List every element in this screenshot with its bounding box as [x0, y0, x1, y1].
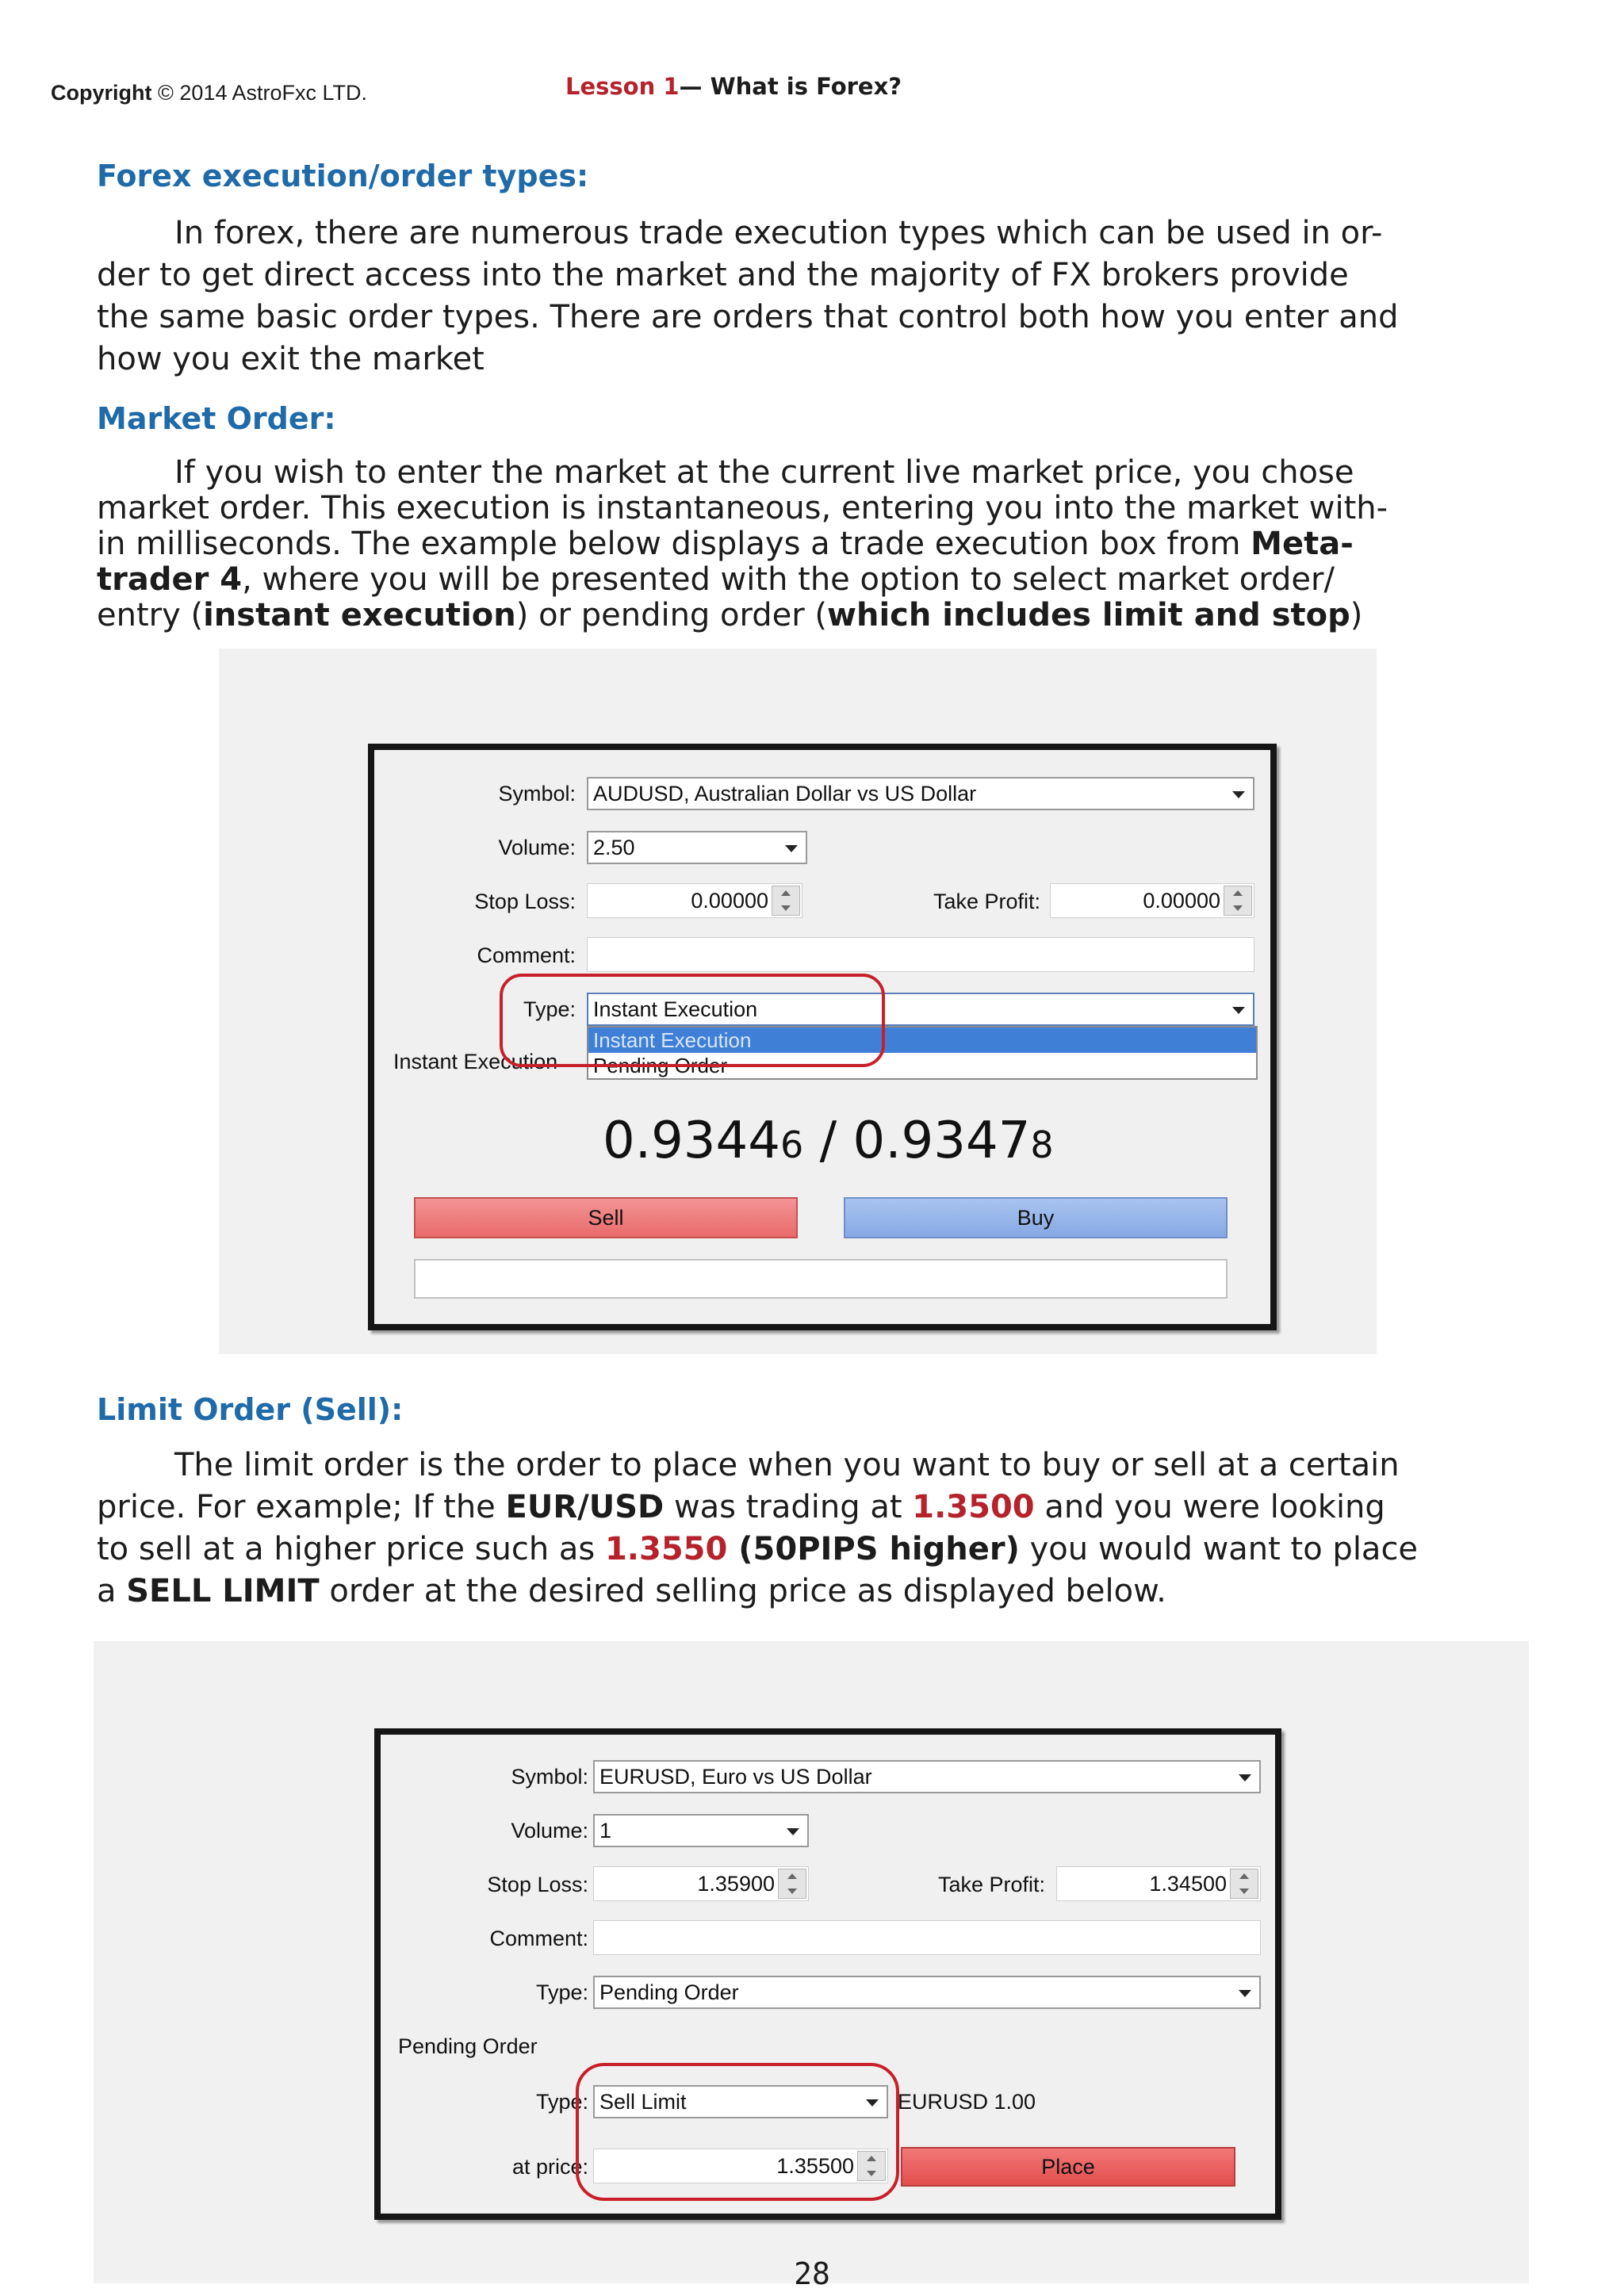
order-dialog-pending [374, 1728, 1281, 2220]
copyright-notice [51, 81, 367, 105]
spinner-arrows-icon[interactable] [1224, 886, 1252, 916]
spinner-arrows-icon[interactable] [1230, 1869, 1258, 1899]
symbol-label: Symbol: [511, 1765, 588, 1789]
type-select[interactable]: Instant Execution [587, 993, 1254, 1026]
chevron-down-icon [787, 1828, 799, 1835]
sell-button[interactable]: Sell [414, 1197, 798, 1238]
paragraph-line: market order. This execution is instantaneous, entering you into the market with- [97, 490, 1388, 526]
volume-select[interactable]: 1 [593, 1814, 809, 1847]
highlight-ring [576, 2063, 899, 2201]
spinner-arrows-icon[interactable] [778, 1869, 806, 1899]
lesson-header [565, 73, 902, 100]
chevron-down-icon [1239, 1990, 1251, 1997]
comment-label: Comment: [489, 1927, 588, 1950]
type-label: Type: [535, 1980, 588, 2004]
stop-loss-input[interactable]: 0.00000 [587, 883, 802, 918]
chevron-down-icon [1239, 1774, 1251, 1781]
comment-input[interactable] [587, 937, 1254, 972]
symbol-select[interactable]: AUDUSD, Australian Dollar vs US Dollar [587, 777, 1254, 810]
paragraph-line: how you exit the market [97, 341, 485, 377]
paragraph-line: a SELL LIMIT order at the desired selling price as displayed below. [97, 1573, 1166, 1609]
status-bar [414, 1259, 1228, 1299]
stop-loss-input[interactable]: 1.35900 [593, 1866, 809, 1901]
comment-input[interactable] [593, 1920, 1261, 1955]
chevron-down-icon [785, 845, 798, 852]
paragraph-line: to sell at a higher price such as 1.3550 (50PIPS higher) you would want to place [97, 1531, 1419, 1567]
ask-pip: 8 [1030, 1123, 1054, 1166]
stop-loss-label: Stop Loss: [474, 890, 576, 913]
spinner-arrows-icon[interactable] [772, 886, 800, 916]
take-profit-input[interactable]: 0.00000 [1050, 883, 1254, 918]
page-number: 28 [794, 2256, 830, 2291]
chevron-down-icon [1232, 791, 1245, 798]
price-quote [603, 1112, 1054, 1170]
bid-pip: 6 [779, 1123, 804, 1166]
paragraph-limit-order [97, 1445, 1492, 1613]
paragraph-line: The limit order is the order to place when you want to buy or sell at a certain [174, 1447, 1400, 1483]
take-profit-label: Take Profit: [933, 890, 1040, 913]
heading-order-types: Forex execution/order types: [97, 159, 589, 193]
lesson-title: — What is Forex? [679, 73, 902, 100]
paragraph-line: the same basic order types. There are orders that control both how you enter and [97, 299, 1399, 335]
paragraph-line: trader 4, where you will be presented with the option to select market order/ [97, 561, 1335, 598]
at-price-input[interactable]: 1.35500 [593, 2149, 888, 2183]
paragraph-line: entry (instant execution) or pending order (which includes limit and stop) [97, 597, 1363, 633]
chevron-down-icon [1232, 1007, 1245, 1014]
bid-price: 0.9344 [603, 1112, 780, 1170]
highlight-ring [500, 974, 885, 1067]
take-profit-label: Take Profit: [937, 1873, 1045, 1896]
type-label: Type: [523, 997, 576, 1021]
buy-button[interactable]: Buy [844, 1197, 1228, 1238]
type-select[interactable]: Pending Order [593, 1976, 1261, 2009]
dropdown-option-pending[interactable]: Pending Order [593, 1054, 728, 1077]
order-dialog-instant [368, 744, 1277, 1330]
comment-label: Comment: [477, 943, 576, 967]
paragraph-market-order [97, 455, 1492, 633]
ask-price: 0.9347 [852, 1112, 1031, 1170]
copyright-text: © 2014 AstroFxc LTD. [158, 81, 368, 105]
pending-section-label: Pending Order [398, 2034, 538, 2058]
paragraph-order-types [97, 212, 1492, 381]
volume-select[interactable]: 2.50 [587, 831, 807, 864]
stop-loss-label: Stop Loss: [487, 1873, 588, 1896]
copyright-label: Copyright [51, 81, 152, 105]
paragraph-line: If you wish to enter the market at the current live market price, you chose [174, 454, 1354, 491]
pending-type-label: Type: [535, 2090, 588, 2114]
paragraph-line: der to get direct access into the market and the majority of FX brokers provide [97, 257, 1349, 293]
symbol-select[interactable]: EURUSD, Euro vs US Dollar [593, 1760, 1261, 1793]
volume-label: Volume: [498, 836, 576, 859]
symbol-label: Symbol: [498, 782, 576, 806]
take-profit-input[interactable]: 1.34500 [1056, 1866, 1261, 1901]
pending-type-select[interactable]: Sell Limit [593, 2085, 888, 2118]
heading-limit-order: Limit Order (Sell): [97, 1392, 404, 1427]
paragraph-line: price. For example; If the EUR/USD was trading at 1.3500 and you were looking [97, 1489, 1385, 1525]
execution-section-label: Instant Execution [393, 1050, 558, 1073]
place-button[interactable]: Place [901, 2147, 1235, 2187]
lesson-number: Lesson 1 [565, 73, 680, 100]
dropdown-option-instant[interactable]: Instant Execution [588, 1027, 1256, 1053]
paragraph-line: In forex, there are numerous trade execution types which can be used in or- [174, 215, 1383, 251]
pending-symbol-info: EURUSD 1.00 [898, 2090, 1036, 2114]
price-separator: / [803, 1112, 853, 1170]
heading-market-order: Market Order: [97, 401, 336, 436]
paragraph-line: in milliseconds. The example below displays a trade execution box from Meta- [97, 526, 1354, 562]
volume-label: Volume: [511, 1819, 588, 1843]
at-price-label: at price: [511, 2155, 588, 2179]
